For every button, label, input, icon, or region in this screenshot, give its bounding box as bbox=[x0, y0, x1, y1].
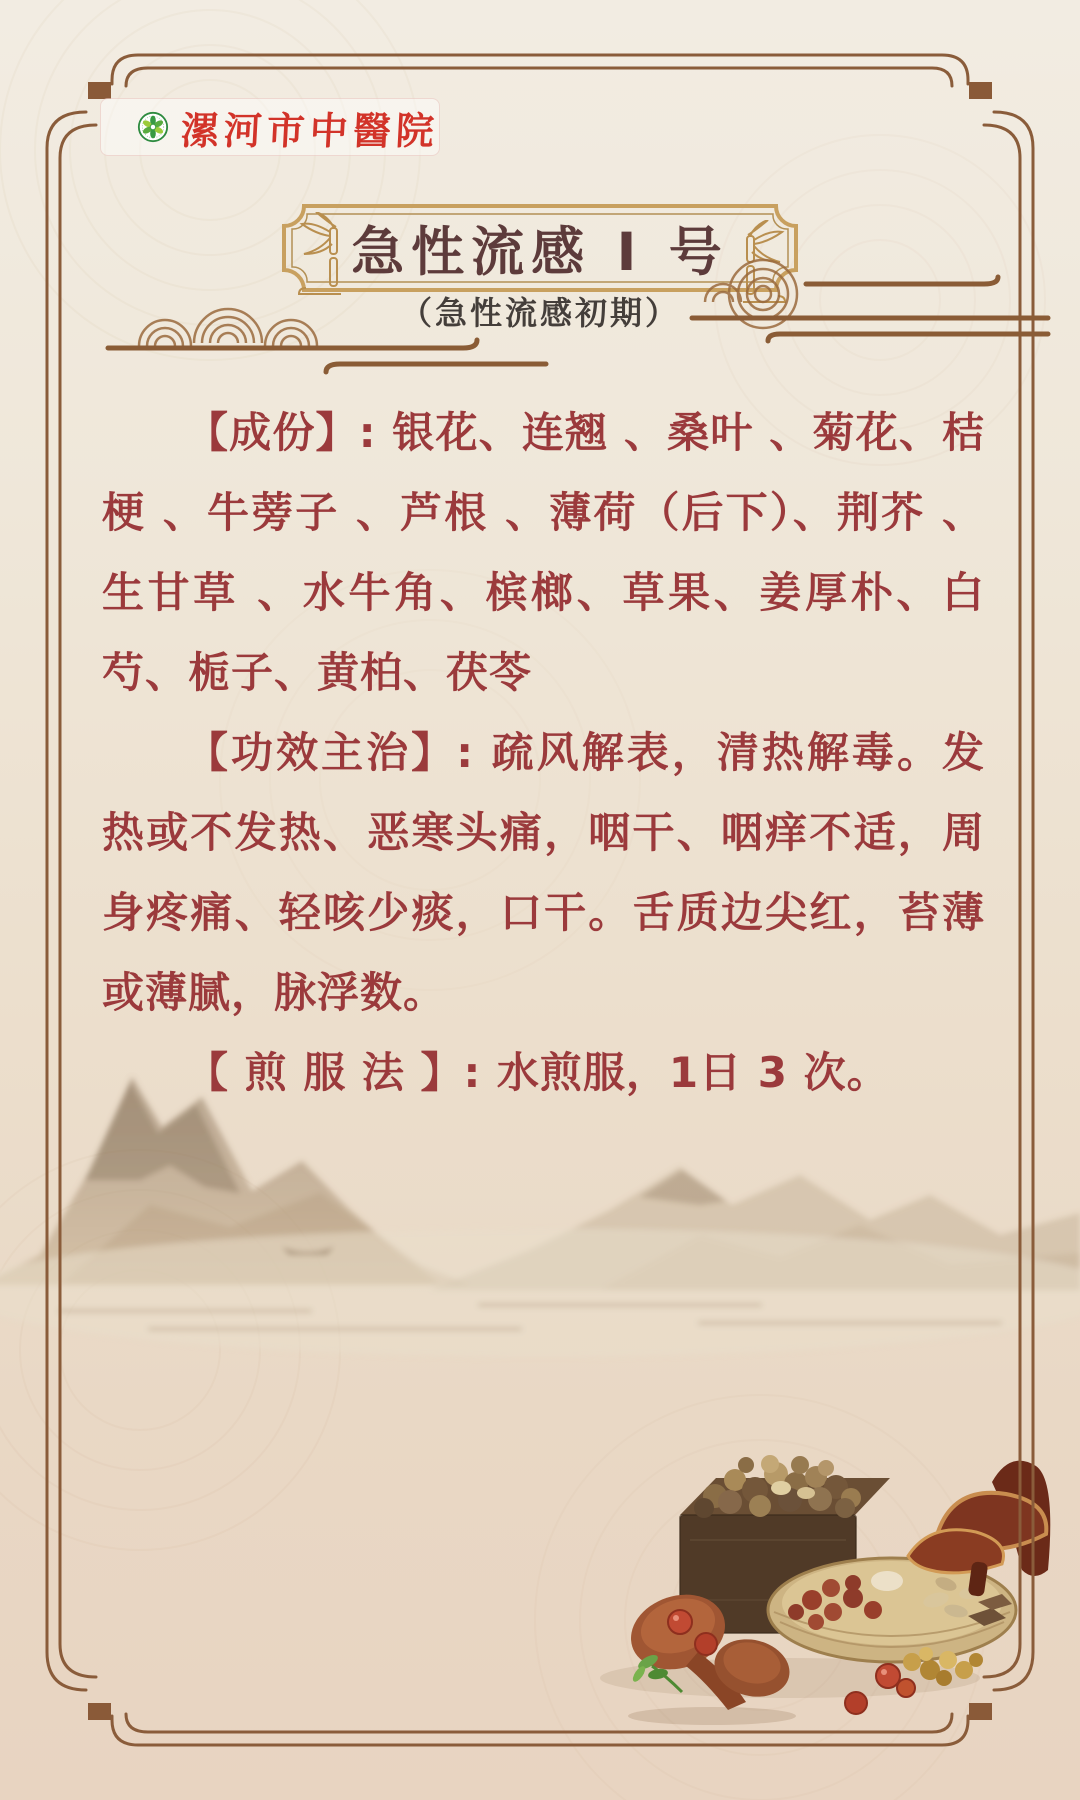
section-text: 银花、连翘 、桑叶 、菊花、桔梗 、牛蒡子 、芦根 、薄荷（后下）、荆芥 、生甘草 、水牛角、槟榔、草果、姜厚朴、白芍、栀子、黄柏、茯苓 bbox=[102, 408, 985, 697]
section-indications bbox=[102, 713, 985, 1033]
section-text: 疏风解表，清热解毒。发热或不发热、恶寒头痛，咽干、咽痒不适，周身疼痛、轻咳少痰，口干。舌质边尖红，苔薄或薄腻，脉浮数。 bbox=[102, 728, 985, 1017]
hospital-name: 漯河市中醫院 bbox=[179, 110, 440, 153]
section-label: 【功效主治】: bbox=[186, 728, 492, 777]
hospital-emblem-icon bbox=[137, 101, 169, 153]
section-text: 水煎服，1日 3 次。 bbox=[496, 1048, 890, 1097]
section-usage bbox=[102, 1033, 985, 1113]
poster-title: 急性流感 I 号 bbox=[351, 222, 729, 283]
section-label: 【成份】: bbox=[186, 408, 393, 457]
auspicious-cloud-icon bbox=[78, 268, 558, 378]
section-ingredients bbox=[102, 393, 985, 713]
poster-subtitle: （急性流感初期） bbox=[399, 294, 680, 332]
auspicious-cloud-icon bbox=[668, 232, 1063, 352]
hospital-logo bbox=[100, 98, 440, 156]
poster-body bbox=[102, 393, 985, 1113]
section-label: 【 煎 服 法 】: bbox=[186, 1048, 497, 1097]
